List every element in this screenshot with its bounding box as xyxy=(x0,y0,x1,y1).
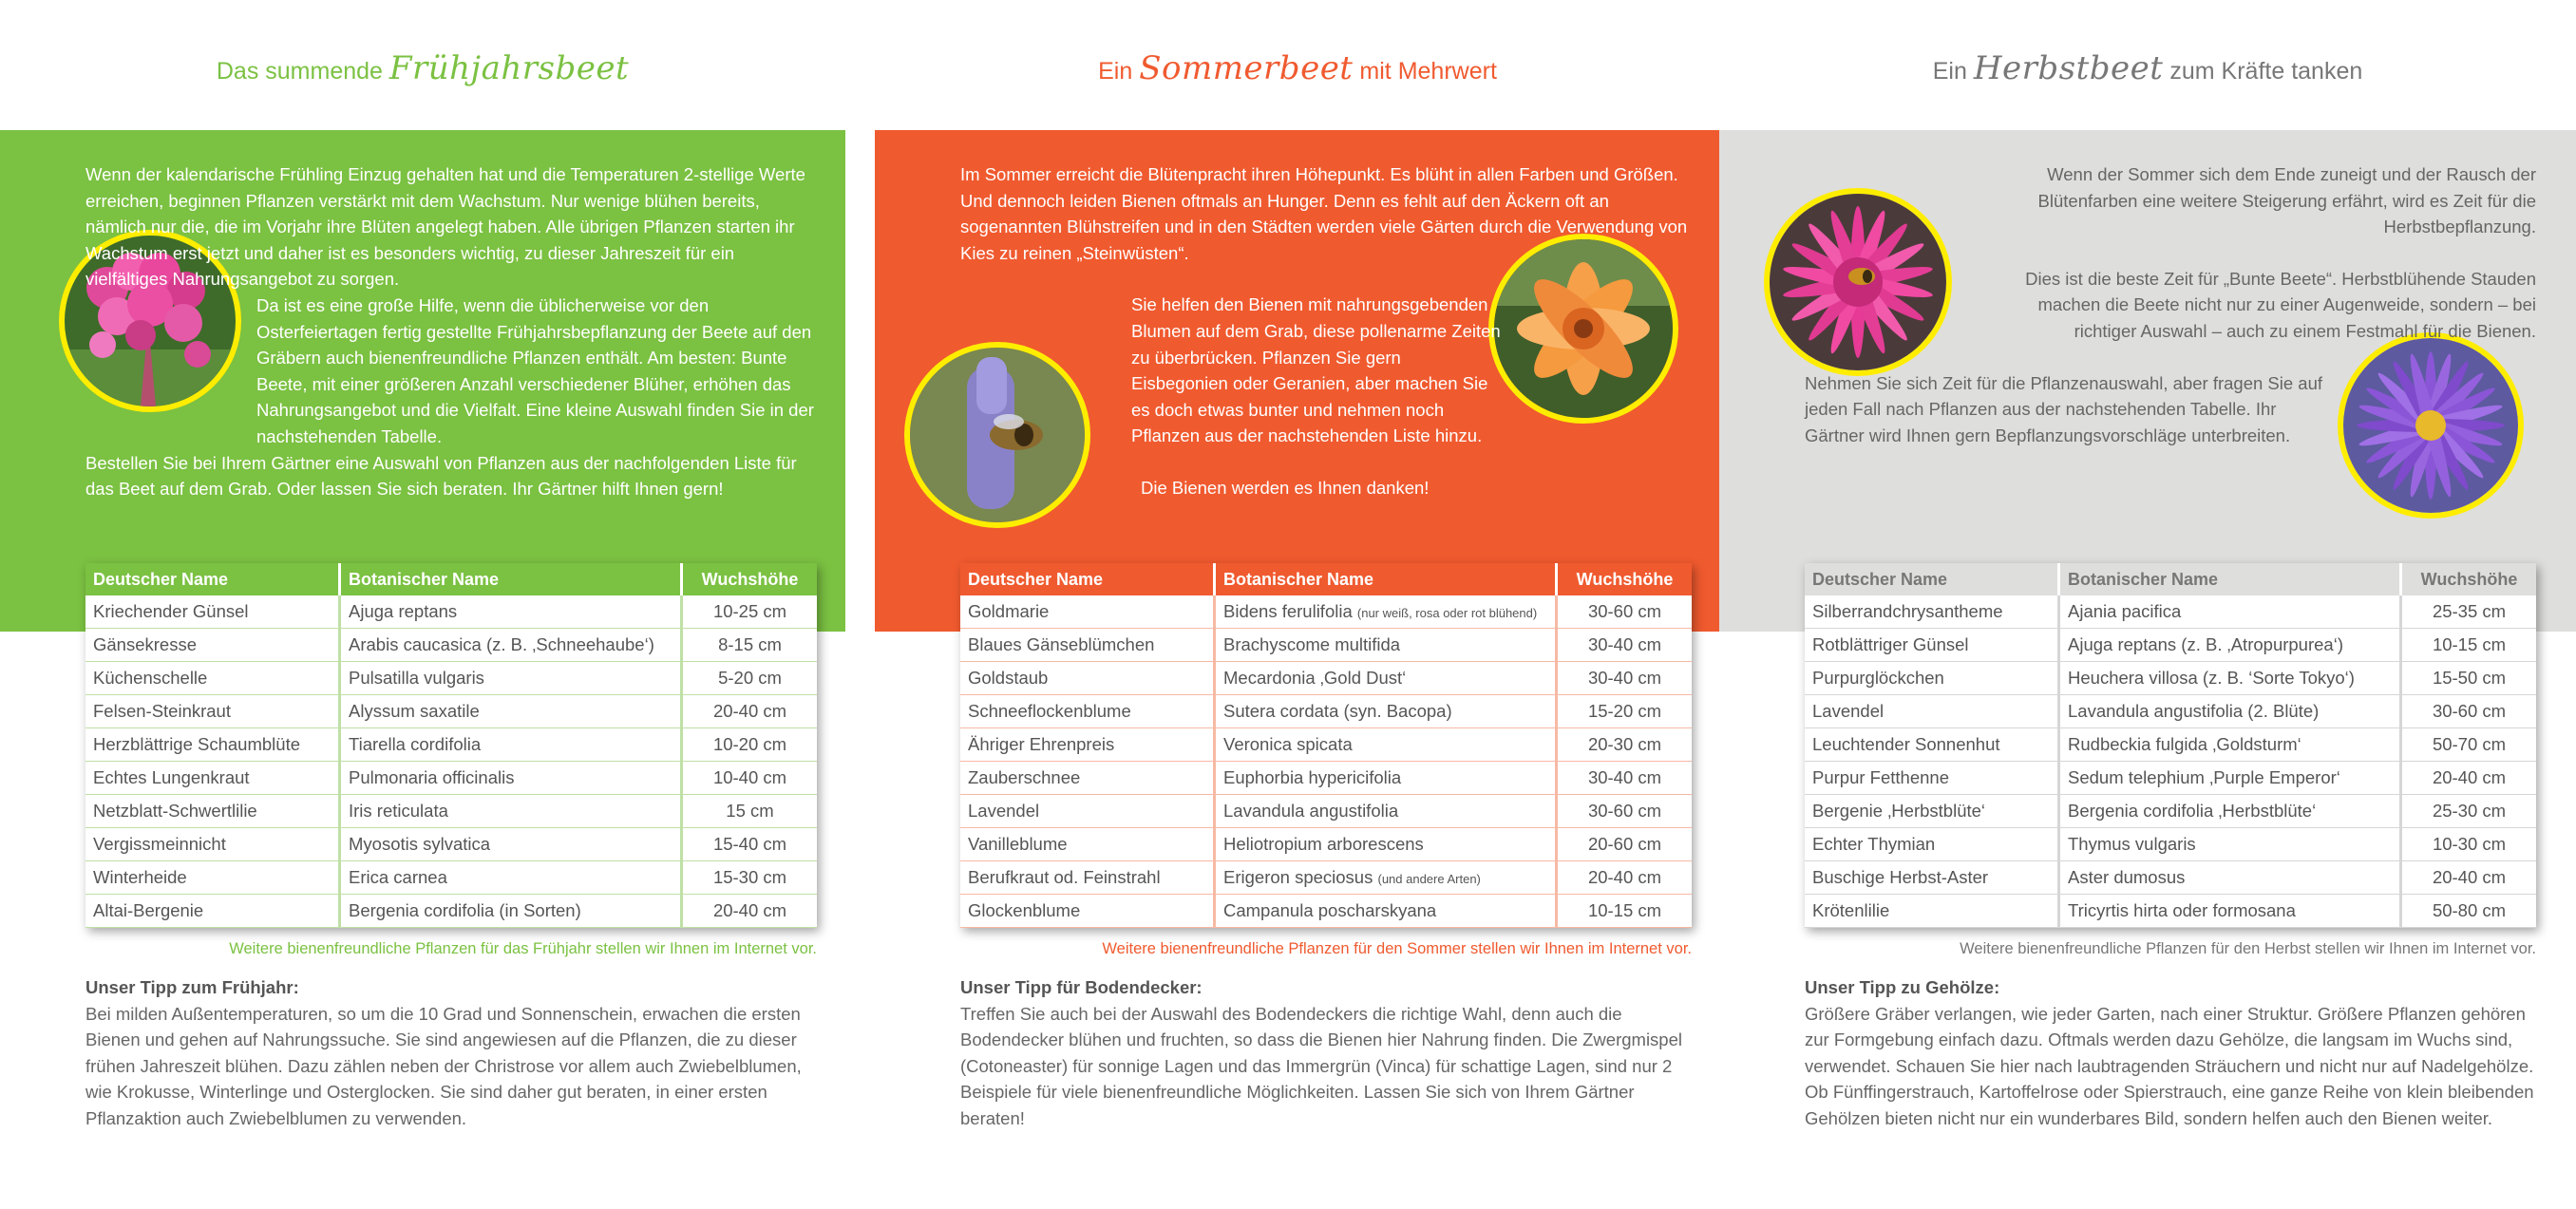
table-row: Ähriger Ehrenpreis Veronica spicata 20-30 cm xyxy=(960,728,1692,762)
table-row: Goldmarie Bidens ferulifolia (nur weiß, rosa oder rot blühend) 30-60 cm xyxy=(960,595,1692,629)
col-header-botanical-name: Botanischer Name xyxy=(340,563,682,595)
spring-plant-table xyxy=(85,563,817,928)
summer-tip-text: Treffen Sie auch bei der Auswahl des Bodendeckers die richtige Wahl, denn auch die Bodendecker blühen und fruchten, so dass die Bienen hier Nahrung finden. Die Zwergmispel (Cotoneaster) für sonnige Lagen und das Immergrün (Vinca) für schattige Lagen, sind nur 2 Beispiele für viele bienenfreundliche Möglichkeiten. Lassen Sie sich von Ihrem Gärtner beraten! xyxy=(960,1003,1682,1128)
summer-tip xyxy=(960,974,1692,1132)
table-row: Vanilleblume Heliotropium arborescens 20-60 cm xyxy=(960,828,1692,861)
autumn-tip-text: Größere Gräber verlangen, wie jeder Garten, nach einer Struktur. Größere Pflanzen gehören zur Formgebung einfach dazu. Oftmals werden dazu Gehölze, die langsam im Wuchs sind, verwendet. Schauen Sie hier nach laubtragenden Sträuchern und nicht nur auf Nadelgehölze. Ob Fünffingerstrauch, Kartoffelrose oder Spierstrauch, eine ganze Reihe von klein bleibenden Gehölzen bieten nicht nur ein wunderbares Bild, sondern helfen auch den Bienen weiter. xyxy=(1805,1003,2534,1128)
table-row: Kriechender Günsel Ajuga reptans 10-25 cm xyxy=(85,595,817,629)
table-row: Echtes Lungenkraut Pulmonaria officinalis 10-40 cm xyxy=(85,762,817,795)
table-row: Küchenschelle Pulsatilla vulgaris 5-20 cm xyxy=(85,662,817,695)
autumn-tip xyxy=(1805,974,2536,1132)
autumn-plant-table xyxy=(1805,563,2536,928)
col-header-german-name: Deutscher Name xyxy=(85,563,340,595)
table-row: Leuchtender Sonnenhut Rudbeckia fulgida ‚Goldsturm‘ 50-70 cm xyxy=(1805,728,2536,762)
table-row: Netzblatt-Schwertlilie Iris reticulata 15 cm xyxy=(85,795,817,828)
col-header-height: Wuchshöhe xyxy=(1557,563,1693,595)
summer-intro: Im Sommer erreicht die Blütenpracht ihren Höhepunkt. Es blüht in allen Farben und Größen. Und dennoch leiden Bienen oftmals an Hunger. Denn es fehlt auf den Äckern oft an sogenannten Blühstreifen und in den Städten werden viele Gärten durch die Verwendung von Kies zu reinen „Steinwüsten“. Sie helfen den Bienen mit nahrungsgebenden Blumen auf dem Grab, diese pollenarme Zeiten zu überbrücken. Pflanzen Sie gern Eisbegonien oder Geranien, aber machen Sie es doch etwas bunter und nehmen noch Pflanzen aus der nachstehenden Liste hinzu. Die Bienen werden es Ihnen danken! xyxy=(960,164,1688,498)
table-row: Bergenie ‚Herbstblüte‘ Bergenia cordifolia ‚Herbstblüte‘ 25-30 cm xyxy=(1805,795,2536,828)
table-row: Schneeflockenblume Sutera cordata (syn. Bacopa) 15-20 cm xyxy=(960,695,1692,728)
col-header-height: Wuchshöhe xyxy=(682,563,818,595)
col-header-botanical-name: Botanischer Name xyxy=(1215,563,1557,595)
autumn-intro: Wenn der Sommer sich dem Ende zuneigt und der Rausch der Blütenfarben eine weitere Steigerung erfährt, wird es Zeit für die Herbstbepflanzung. Dies ist die beste Zeit für „Bunte Beete“. Herbstblühende Stauden machen die Beete nicht nur zu einer Augenweide, sondern – bei richtiger Auswahl – auch zu einem Festmahl für die Bienen. Nehmen Sie sich Zeit für die Pflanzenauswahl, aber fragen Sie auf jeden Fall nach Pflanzen aus der nachstehenden Tabelle. Ihr Gärtner wird Ihnen gern Bepflanzungsvorschläge unterbreiten. xyxy=(1805,164,2536,445)
autumn-more-link[interactable]: Weitere bienenfreundliche Pflanzen für den Herbst stellen wir Ihnen im Internet vor. xyxy=(1960,940,2536,957)
spring-intro: Wenn der kalendarische Frühling Einzug gehalten hat und die Temperaturen 2-stellige Werte erreichen, beginnen Pflanzen verstärkt mit dem Wachstum. Nur wenige blühen bereits, nämlich nur die, die im Vorjahr ihre Blüten angelegt haben. Alle übrigen Pflanzen starten ihr Wachstum erst jetzt und daher ist es besonders wichtig, zu dieser Jahreszeit für ein vielfältiges Nahrungsangebot zu sorgen. Da ist es eine große Hilfe, wenn die üblicherweise vor den Osterfeiertagen fertig gestellte Frühjahrsbepflanzung der Beete auf den Gräbern auch bienenfreundliche Pflanzen enthält. Am besten: Bunte Beete, mit einer größeren Anzahl verschiedener Blüher, erhöhen das Nahrungsangebot und die Vielfalt. Eine kleine Auswahl finden Sie in der nachstehenden Tabelle. Bestellen Sie bei Ihrem Gärtner eine Auswahl von Pflanzen aus der nachfolgenden Liste für das Beet auf dem Grab. Oder lassen Sie sich beraten. Ihr Gärtner hilft Ihnen gern! xyxy=(85,164,814,500)
spring-more-link[interactable]: Weitere bienenfreundliche Pflanzen für das Frühjahr stellen wir Ihnen im Internet vor. xyxy=(229,940,817,957)
table-row: Krötenlilie Tricyrtis hirta oder formosana 50-80 cm xyxy=(1805,895,2536,928)
table-row: Buschige Herbst-Aster Aster dumosus 20-40 cm xyxy=(1805,861,2536,895)
spring-column xyxy=(0,0,845,1209)
autumn-tip-title: Unser Tipp zu Gehölze: xyxy=(1805,977,2000,997)
table-row: Lavendel Lavandula angustifolia (2. Blüte) 30-60 cm xyxy=(1805,695,2536,728)
table-row: Rotblättriger Günsel Ajuga reptans (z. B. ‚Atropurpurea‘) 10-15 cm xyxy=(1805,629,2536,662)
summer-plant-table xyxy=(960,563,1692,928)
table-row: Vergissmeinnicht Myosotis sylvatica 15-40 cm xyxy=(85,828,817,861)
table-row: Felsen-Steinkraut Alyssum saxatile 20-40 cm xyxy=(85,695,817,728)
table-row: Silberrandchrysantheme Ajania pacifica 25-35 cm xyxy=(1805,595,2536,629)
table-row: Zauberschnee Euphorbia hypericifolia 30-40 cm xyxy=(960,762,1692,795)
table-row: Herzblättrige Schaumblüte Tiarella cordifolia 10-20 cm xyxy=(85,728,817,762)
table-row: Altai-Bergenie Bergenia cordifolia (in Sorten) 20-40 cm xyxy=(85,895,817,928)
col-header-german-name: Deutscher Name xyxy=(960,563,1215,595)
table-row: Echter Thymian Thymus vulgaris 10-30 cm xyxy=(1805,828,2536,861)
table-row: Lavendel Lavandula angustifolia 30-60 cm xyxy=(960,795,1692,828)
col-header-german-name: Deutscher Name xyxy=(1805,563,2059,595)
row-note: (nur weiß, rosa oder rot blühend) xyxy=(1356,606,1538,620)
autumn-heading: Ein Herbstbeet zum Kräfte tanken xyxy=(1932,49,2363,87)
summer-tip-title: Unser Tipp für Bodendecker: xyxy=(960,977,1203,997)
summer-column xyxy=(875,0,1720,1209)
spring-tip-title: Unser Tipp zum Frühjahr: xyxy=(85,977,299,997)
row-note: (und andere Arten) xyxy=(1377,872,1481,886)
table-row: Glockenblume Campanula poscharskyana 10-15 cm xyxy=(960,895,1692,928)
spring-heading-script: Frühjahrsbeet xyxy=(388,49,630,87)
autumn-heading-script: Herbstbeet xyxy=(1973,49,2164,87)
autumn-column xyxy=(1719,0,2576,1209)
table-row: Blaues Gänseblümchen Brachyscome multifida 30-40 cm xyxy=(960,629,1692,662)
spring-heading: Das summende Frühjahrsbeet xyxy=(216,49,630,87)
summer-more-link[interactable]: Weitere bienenfreundliche Pflanzen für den Sommer stellen wir Ihnen im Internet vor. xyxy=(1102,940,1692,957)
col-header-height: Wuchshöhe xyxy=(2401,563,2537,595)
spring-tip-text: Bei milden Außentemperaturen, so um die 10 Grad und Sonnenschein, erwachen die ersten Bienen und gehen auf Nahrungssuche. Sie sind angewiesen auf die Pflanzen, die zu dieser frühen Jahreszeit blühen. Dazu zählen neben der Christrose vor allem auch Zwiebelblumen, wie Krokusse, Winterlinge und Osterglocken. Sie sind daher gut beraten, in einer ersten Pflanzaktion auch Zwiebelblumen zu verwenden. xyxy=(85,1003,802,1128)
table-row: Purpurglöckchen Heuchera villosa (z. B. ‘Sorte Tokyo‘) 15-50 cm xyxy=(1805,662,2536,695)
spring-tip xyxy=(85,974,817,1132)
table-row: Winterheide Erica carnea 15-30 cm xyxy=(85,861,817,895)
table-row: Gänsekresse Arabis caucasica (z. B. ‚Schneehaube‘) 8-15 cm xyxy=(85,629,817,662)
col-header-botanical-name: Botanischer Name xyxy=(2059,563,2401,595)
table-row: Purpur Fetthenne Sedum telephium ‚Purple Emperor‘ 20-40 cm xyxy=(1805,762,2536,795)
table-row: Goldstaub Mecardonia ‚Gold Dust‘ 30-40 cm xyxy=(960,662,1692,695)
table-row: Berufkraut od. Feinstrahl Erigeron speciosus (und andere Arten) 20-40 cm xyxy=(960,861,1692,895)
summer-heading-script: Sommerbeet xyxy=(1139,49,1354,87)
summer-heading: Ein Sommerbeet mit Mehrwert xyxy=(1098,49,1497,87)
